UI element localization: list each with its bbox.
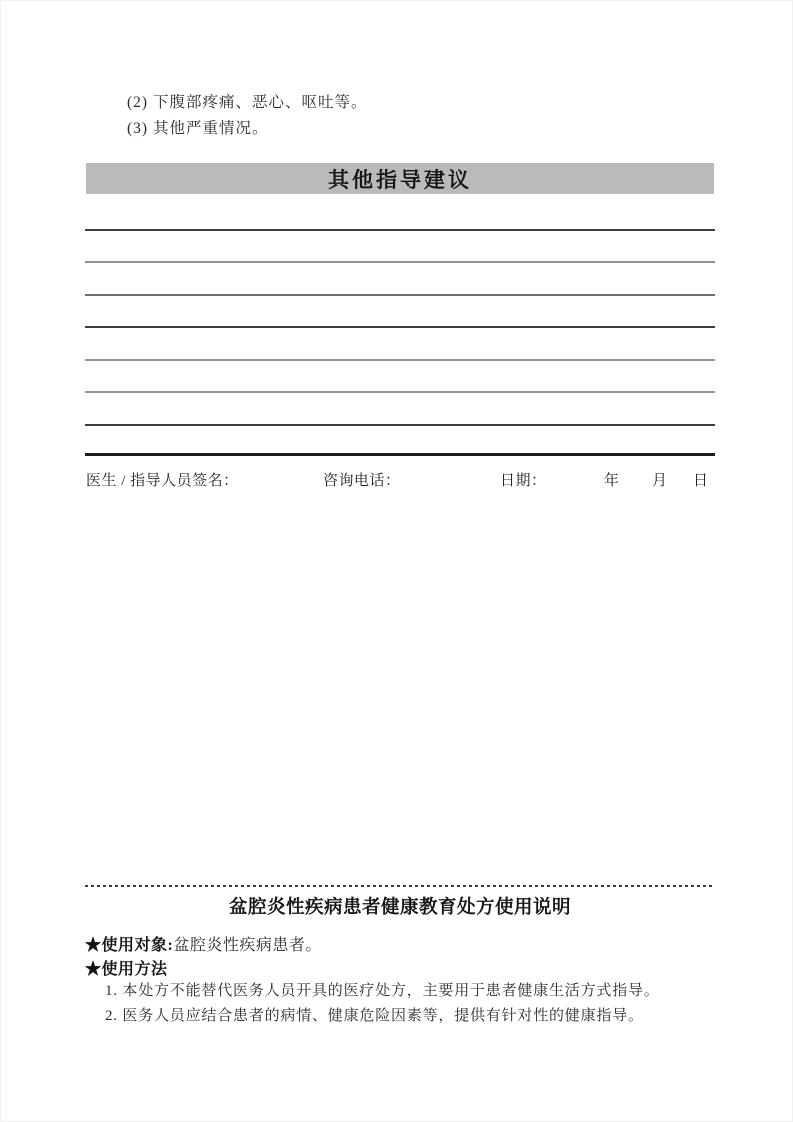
writing-area-bottom-line: [85, 453, 715, 456]
usage-item-1: 1. 本处方不能替代医务人员开具的医疗处方，主要用于患者健康生活方式指导。: [105, 983, 660, 999]
remark-item-3: (3) 其他严重情况。: [127, 120, 269, 137]
remark-item-2: (2) 下腹部疼痛、恶心、呕吐等。: [127, 94, 368, 111]
month-label: 月: [652, 473, 668, 489]
writing-line: [85, 261, 715, 263]
writing-line: [85, 229, 715, 231]
top-remarks: [127, 90, 367, 142]
writing-line: [85, 359, 715, 361]
usage-target-line: [85, 932, 322, 955]
usage-target-value: 盆腔炎性疾病患者。: [173, 937, 322, 954]
section-header-title: 其他指导建议: [328, 168, 472, 192]
dotted-divider: [85, 885, 715, 887]
writing-line: [85, 294, 715, 296]
section-header-bar: [86, 163, 714, 194]
year-label: 年: [604, 473, 620, 489]
writing-line: [85, 391, 715, 393]
usage-note-title: 盆腔炎性疾病患者健康教育处方使用说明: [228, 898, 571, 918]
date-label: 日期：: [500, 473, 547, 489]
phone-label: 咨询电话：: [323, 473, 401, 489]
writing-line: [85, 424, 715, 426]
usage-items: [105, 979, 660, 1028]
usage-method-label: ★使用方法: [85, 961, 168, 978]
day-label: 日: [693, 473, 709, 489]
usage-item-2: 2. 医务人员应结合患者的病情、健康危险因素等，提供有针对性的健康指导。: [105, 1007, 644, 1024]
signature-row: [0, 469, 793, 491]
writing-line: [85, 326, 715, 328]
signer-label: 医生 / 指导人员签名：: [86, 473, 239, 489]
usage-target-label: ★使用对象:: [85, 937, 174, 954]
